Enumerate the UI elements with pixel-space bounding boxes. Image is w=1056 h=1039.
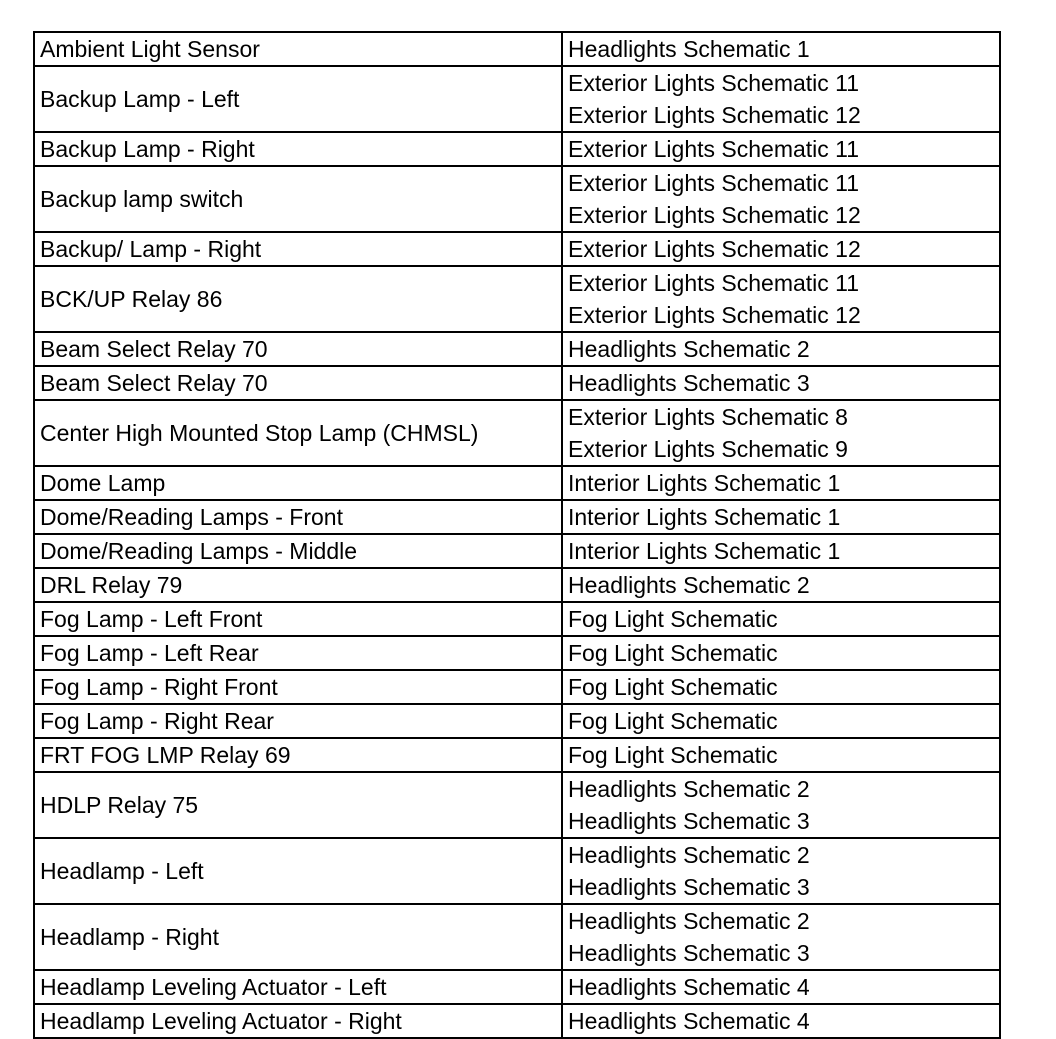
schematic-ref: Headlights Schematic 2 [568, 572, 810, 598]
schematic-ref-cell [562, 838, 1000, 904]
table-row [34, 636, 1000, 670]
component-name-cell: Fog Lamp - Left Front [34, 602, 562, 636]
component-name-cell: Backup/ Lamp - Right [34, 232, 562, 266]
schematic-ref: Fog Light Schematic [568, 640, 778, 666]
component-name-cell: Headlamp Leveling Actuator - Left [34, 970, 562, 1004]
table-row [34, 704, 1000, 738]
schematic-ref-cell [562, 772, 1000, 838]
table-row [34, 366, 1000, 400]
schematic-ref: Fog Light Schematic [568, 708, 778, 734]
schematic-ref: Headlights Schematic 3 [568, 808, 810, 834]
schematic-ref: Exterior Lights Schematic 12 [568, 236, 861, 262]
schematic-ref-cell [562, 66, 1000, 132]
component-name-cell: Dome Lamp [34, 466, 562, 500]
component-name-cell: Backup Lamp - Left [34, 66, 562, 132]
schematic-ref: Exterior Lights Schematic 11 [568, 170, 860, 196]
schematic-ref-cell [562, 704, 1000, 738]
schematic-ref-cell [562, 232, 1000, 266]
schematic-ref: Fog Light Schematic [568, 742, 778, 768]
schematic-ref-cell [562, 970, 1000, 1004]
component-name-cell: HDLP Relay 75 [34, 772, 562, 838]
schematic-ref-cell [562, 366, 1000, 400]
schematic-ref: Headlights Schematic 2 [568, 908, 810, 934]
table-row [34, 1004, 1000, 1038]
schematic-ref: Headlights Schematic 4 [568, 974, 810, 1000]
schematic-ref-cell [562, 738, 1000, 772]
schematic-ref: Interior Lights Schematic 1 [568, 504, 841, 530]
table-row [34, 66, 1000, 132]
schematic-ref-cell [562, 1004, 1000, 1038]
component-name-cell: Fog Lamp - Right Rear [34, 704, 562, 738]
component-name-cell: Dome/Reading Lamps - Middle [34, 534, 562, 568]
table-row [34, 400, 1000, 466]
schematic-ref-cell [562, 132, 1000, 166]
component-name-cell: Backup lamp switch [34, 166, 562, 232]
table-row [34, 266, 1000, 332]
schematic-ref-cell [562, 32, 1000, 66]
table-row [34, 904, 1000, 970]
schematic-ref-cell [562, 602, 1000, 636]
schematic-ref: Headlights Schematic 2 [568, 842, 810, 868]
component-name-cell: Fog Lamp - Right Front [34, 670, 562, 704]
schematic-ref: Interior Lights Schematic 1 [568, 538, 841, 564]
table-row [34, 534, 1000, 568]
component-name-cell: Headlamp - Left [34, 838, 562, 904]
table-row [34, 670, 1000, 704]
schematic-ref: Headlights Schematic 2 [568, 776, 810, 802]
schematic-ref-cell [562, 400, 1000, 466]
table-row [34, 166, 1000, 232]
component-name-cell: Beam Select Relay 70 [34, 332, 562, 366]
table-row [34, 738, 1000, 772]
schematic-ref-cell [562, 466, 1000, 500]
component-name-cell: Headlamp - Right [34, 904, 562, 970]
schematic-ref: Headlights Schematic 4 [568, 1008, 810, 1034]
component-name-cell: Ambient Light Sensor [34, 32, 562, 66]
component-name-cell: Backup Lamp - Right [34, 132, 562, 166]
component-name-cell: FRT FOG LMP Relay 69 [34, 738, 562, 772]
component-name-cell: BCK/UP Relay 86 [34, 266, 562, 332]
schematic-ref: Exterior Lights Schematic 12 [568, 302, 861, 328]
table-row [34, 772, 1000, 838]
schematic-ref-cell [562, 332, 1000, 366]
table-row [34, 500, 1000, 534]
schematic-ref: Exterior Lights Schematic 9 [568, 436, 848, 462]
schematic-ref: Headlights Schematic 1 [568, 36, 810, 62]
table-row [34, 32, 1000, 66]
schematic-ref: Exterior Lights Schematic 12 [568, 102, 861, 128]
table-row [34, 332, 1000, 366]
component-name-cell: Dome/Reading Lamps - Front [34, 500, 562, 534]
schematic-ref: Exterior Lights Schematic 8 [568, 404, 848, 430]
schematic-ref-cell [562, 266, 1000, 332]
table-row [34, 838, 1000, 904]
schematic-ref-cell [562, 636, 1000, 670]
schematic-ref-cell [562, 568, 1000, 602]
component-name-cell: Center High Mounted Stop Lamp (CHMSL) [34, 400, 562, 466]
table-row [34, 602, 1000, 636]
schematic-ref: Exterior Lights Schematic 12 [568, 202, 861, 228]
schematic-ref-cell [562, 500, 1000, 534]
table-row [34, 232, 1000, 266]
component-name-cell: Beam Select Relay 70 [34, 366, 562, 400]
schematic-ref: Headlights Schematic 3 [568, 940, 810, 966]
table-body [34, 32, 1000, 1038]
component-index-table [33, 31, 1001, 1039]
table-row [34, 568, 1000, 602]
table-row [34, 466, 1000, 500]
component-name-cell: Fog Lamp - Left Rear [34, 636, 562, 670]
schematic-ref: Interior Lights Schematic 1 [568, 470, 841, 496]
table-row [34, 970, 1000, 1004]
schematic-ref: Headlights Schematic 2 [568, 336, 810, 362]
schematic-ref: Headlights Schematic 3 [568, 874, 810, 900]
schematic-ref-cell [562, 166, 1000, 232]
schematic-ref: Headlights Schematic 3 [568, 370, 810, 396]
schematic-ref-cell [562, 904, 1000, 970]
schematic-ref-cell [562, 534, 1000, 568]
schematic-ref: Exterior Lights Schematic 11 [568, 136, 860, 162]
schematic-ref: Fog Light Schematic [568, 674, 778, 700]
table-row [34, 132, 1000, 166]
schematic-ref: Exterior Lights Schematic 11 [568, 270, 860, 296]
schematic-ref-cell [562, 670, 1000, 704]
schematic-ref: Fog Light Schematic [568, 606, 778, 632]
component-name-cell: Headlamp Leveling Actuator - Right [34, 1004, 562, 1038]
component-name-cell: DRL Relay 79 [34, 568, 562, 602]
schematic-ref: Exterior Lights Schematic 11 [568, 70, 860, 96]
